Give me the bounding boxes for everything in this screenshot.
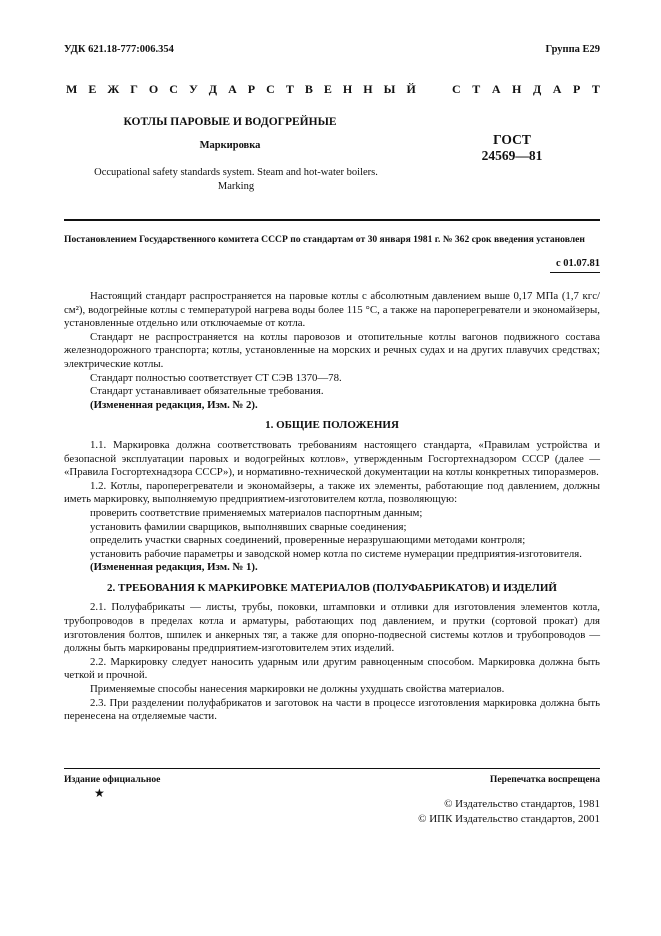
clause-2-2-continued: Применяемые способы нанесения маркировки не должны ухудшать свойства материалов. xyxy=(90,683,505,696)
banner-interstate-letter: Е xyxy=(323,82,332,96)
star-icon: ★ xyxy=(94,786,105,800)
banner-interstate-letter: Е xyxy=(88,82,97,96)
banner-interstate-letter: Н xyxy=(342,82,353,96)
banner-interstate-letter: Н xyxy=(363,82,373,96)
clause-2-1: 2.1. Полуфабрикаты — листы, трубы, поковки, штамповки и отливки для изготовления элементов котла, трубопроводов в пределах котла и арматуры, работающих под давлением, и прутки (сортовой прокат) для изготовления болтов, шпилек и анкерных тяг, а также для опорно-подвесной системы котлов и трубопроводов — должны быть маркированы предприятием-изготовителем этих изделий. xyxy=(64,601,600,655)
effective-date: с 01.07.81 xyxy=(555,258,600,269)
intro-paragraph-1: Настоящий стандарт распространяется на паровые котлы с абсолютным давлением выше 0,17 МПа (1,7 кгс/см²), водогрейные котлы с температурой нагрева воды более 115 °С, а также на пароперегреватели и экономайзеры, установленные отдельно или отключаемые от котла. xyxy=(64,290,600,330)
banner-standard xyxy=(452,82,600,97)
banner-standard-letter: Р xyxy=(573,82,581,96)
section-1-heading: 1. ОБЩИЕ ПОЛОЖЕНИЯ xyxy=(265,419,399,432)
banner-standard-letter: А xyxy=(552,82,562,96)
banner-standard-letter: С xyxy=(452,82,461,96)
clause-1-2-item-3: определить участки сварных соединений, проверенные неразрушающими методами контроля; xyxy=(90,534,526,547)
intro-paragraph-4: Стандарт устанавливает обязательные требования. xyxy=(90,385,324,398)
gost-number: 24569—81 xyxy=(481,148,543,163)
copyright-1981: © Издательство стандартов, 1981 xyxy=(444,798,600,810)
banner-standard-letter: Т xyxy=(472,82,481,96)
gost-label: ГОСТ xyxy=(493,132,531,147)
banner-interstate-letter: О xyxy=(148,82,159,96)
clause-1-1: 1.1. Маркировка должна соответствовать требованиям настоящего стандарта, «Правилам устройства и безопасной эксплуатации паровых и водогрейных котлов», утвержденным Госгортехнадзором СССР (далее — «Правила Госгортехнадзора СССР»), и нормативно-технической документации на котлы конкретных типоразмеров. xyxy=(64,438,600,479)
banner-standard-letter: Н xyxy=(512,82,522,96)
banner-standard-letter: Д xyxy=(532,82,542,96)
banner-interstate-letter: Д xyxy=(208,82,218,96)
intro-edit-note: (Измененная редакция, Изм. № 2). xyxy=(90,398,258,411)
official-edition: Издание официальное xyxy=(64,774,161,785)
english-title-line1: Occupational safety standards system. Steam and hot-water boilers. xyxy=(94,167,378,178)
banner-interstate-letter: А xyxy=(228,82,237,96)
decree-text: Постановлением Государственного комитета СССР по стандартам от 30 января 1981 г. № 362 срок введения установлен xyxy=(64,234,585,245)
banner-standard-letter: А xyxy=(491,82,501,96)
english-title-line2: Marking xyxy=(217,181,255,192)
document-title: КОТЛЫ ПАРОВЫЕ И ВОДОГРЕЙНЫЕ xyxy=(123,116,337,128)
clause-1-2: 1.2. Котлы, пароперегреватели и экономайзеры, а также их элементы, работающие под давлением, должны иметь маркировку, выполняемую предприятием-изготовителем котла, позволяющую: xyxy=(64,479,600,506)
clause-2-2: 2.2. Маркировку следует наносить ударным или другим равноценным способом. Маркировка должна быть четкой и прочной. xyxy=(64,655,600,682)
intro-paragraph-3: Стандарт полностью соответствует СТ СЭВ 1370—78. xyxy=(90,371,342,384)
section-1-edit-note: (Измененная редакция, Изм. № 1). xyxy=(90,561,258,574)
main-text xyxy=(64,290,600,724)
banner-standard-letter: Т xyxy=(591,82,600,96)
copyright-2001: © ИПК Издательство стандартов, 2001 xyxy=(418,813,600,825)
banner-interstate-letter: Р xyxy=(247,82,256,96)
banner-interstate-letter: Й xyxy=(406,82,416,96)
udk-code: УДК 621.18-777:006.354 xyxy=(64,44,174,55)
banner-interstate-letter: У xyxy=(188,82,198,96)
banner-interstate-letter: С xyxy=(266,82,275,96)
banner-interstate xyxy=(66,82,416,97)
clause-1-2-item-2: установить фамилии сварщиков, выполнявших сварные соединения; xyxy=(90,520,407,533)
clause-1-2-item-4: установить рабочие параметры и заводской номер котла по системе нумерации предприятия-изготовителя. xyxy=(90,547,582,560)
reprint-prohibited: Перепечатка воспрещена xyxy=(489,774,600,785)
intro-paragraph-2: Стандарт не распространяется на котлы паровозов и отопительные котлы вагонов подвижного состава железнодорожного транспорта; котлы, установленные на морских и речных судах и на других плавучих средствах; электрические котлы. xyxy=(64,330,600,370)
group-code: Группа Е29 xyxy=(545,44,600,55)
standard-banner xyxy=(66,82,600,97)
banner-interstate-letter: Ы xyxy=(383,82,396,96)
footer-divider xyxy=(64,768,600,769)
section-2-heading: 2. ТРЕБОВАНИЯ К МАРКИРОВКЕ МАТЕРИАЛОВ (ПОЛУФАБРИКАТОВ) И ИЗДЕЛИЙ xyxy=(107,581,557,594)
document-subtitle: Маркировка xyxy=(199,140,261,151)
banner-interstate-letter: С xyxy=(169,82,178,96)
banner-interstate-letter: Ж xyxy=(107,82,120,96)
banner-interstate-letter: В xyxy=(304,82,313,96)
banner-interstate-letter: М xyxy=(66,82,78,96)
date-underline xyxy=(550,272,600,273)
banner-interstate-letter: Т xyxy=(285,82,294,96)
clause-1-2-item-1: проверить соответствие применяемых материалов паспортным данным; xyxy=(90,506,423,519)
top-divider xyxy=(64,219,600,221)
clause-2-3: 2.3. При разделении полуфабрикатов и заготовок на части в процессе изготовления маркировка должна быть перенесена на отделяемые части. xyxy=(64,696,600,723)
banner-interstate-letter: Г xyxy=(130,82,138,96)
